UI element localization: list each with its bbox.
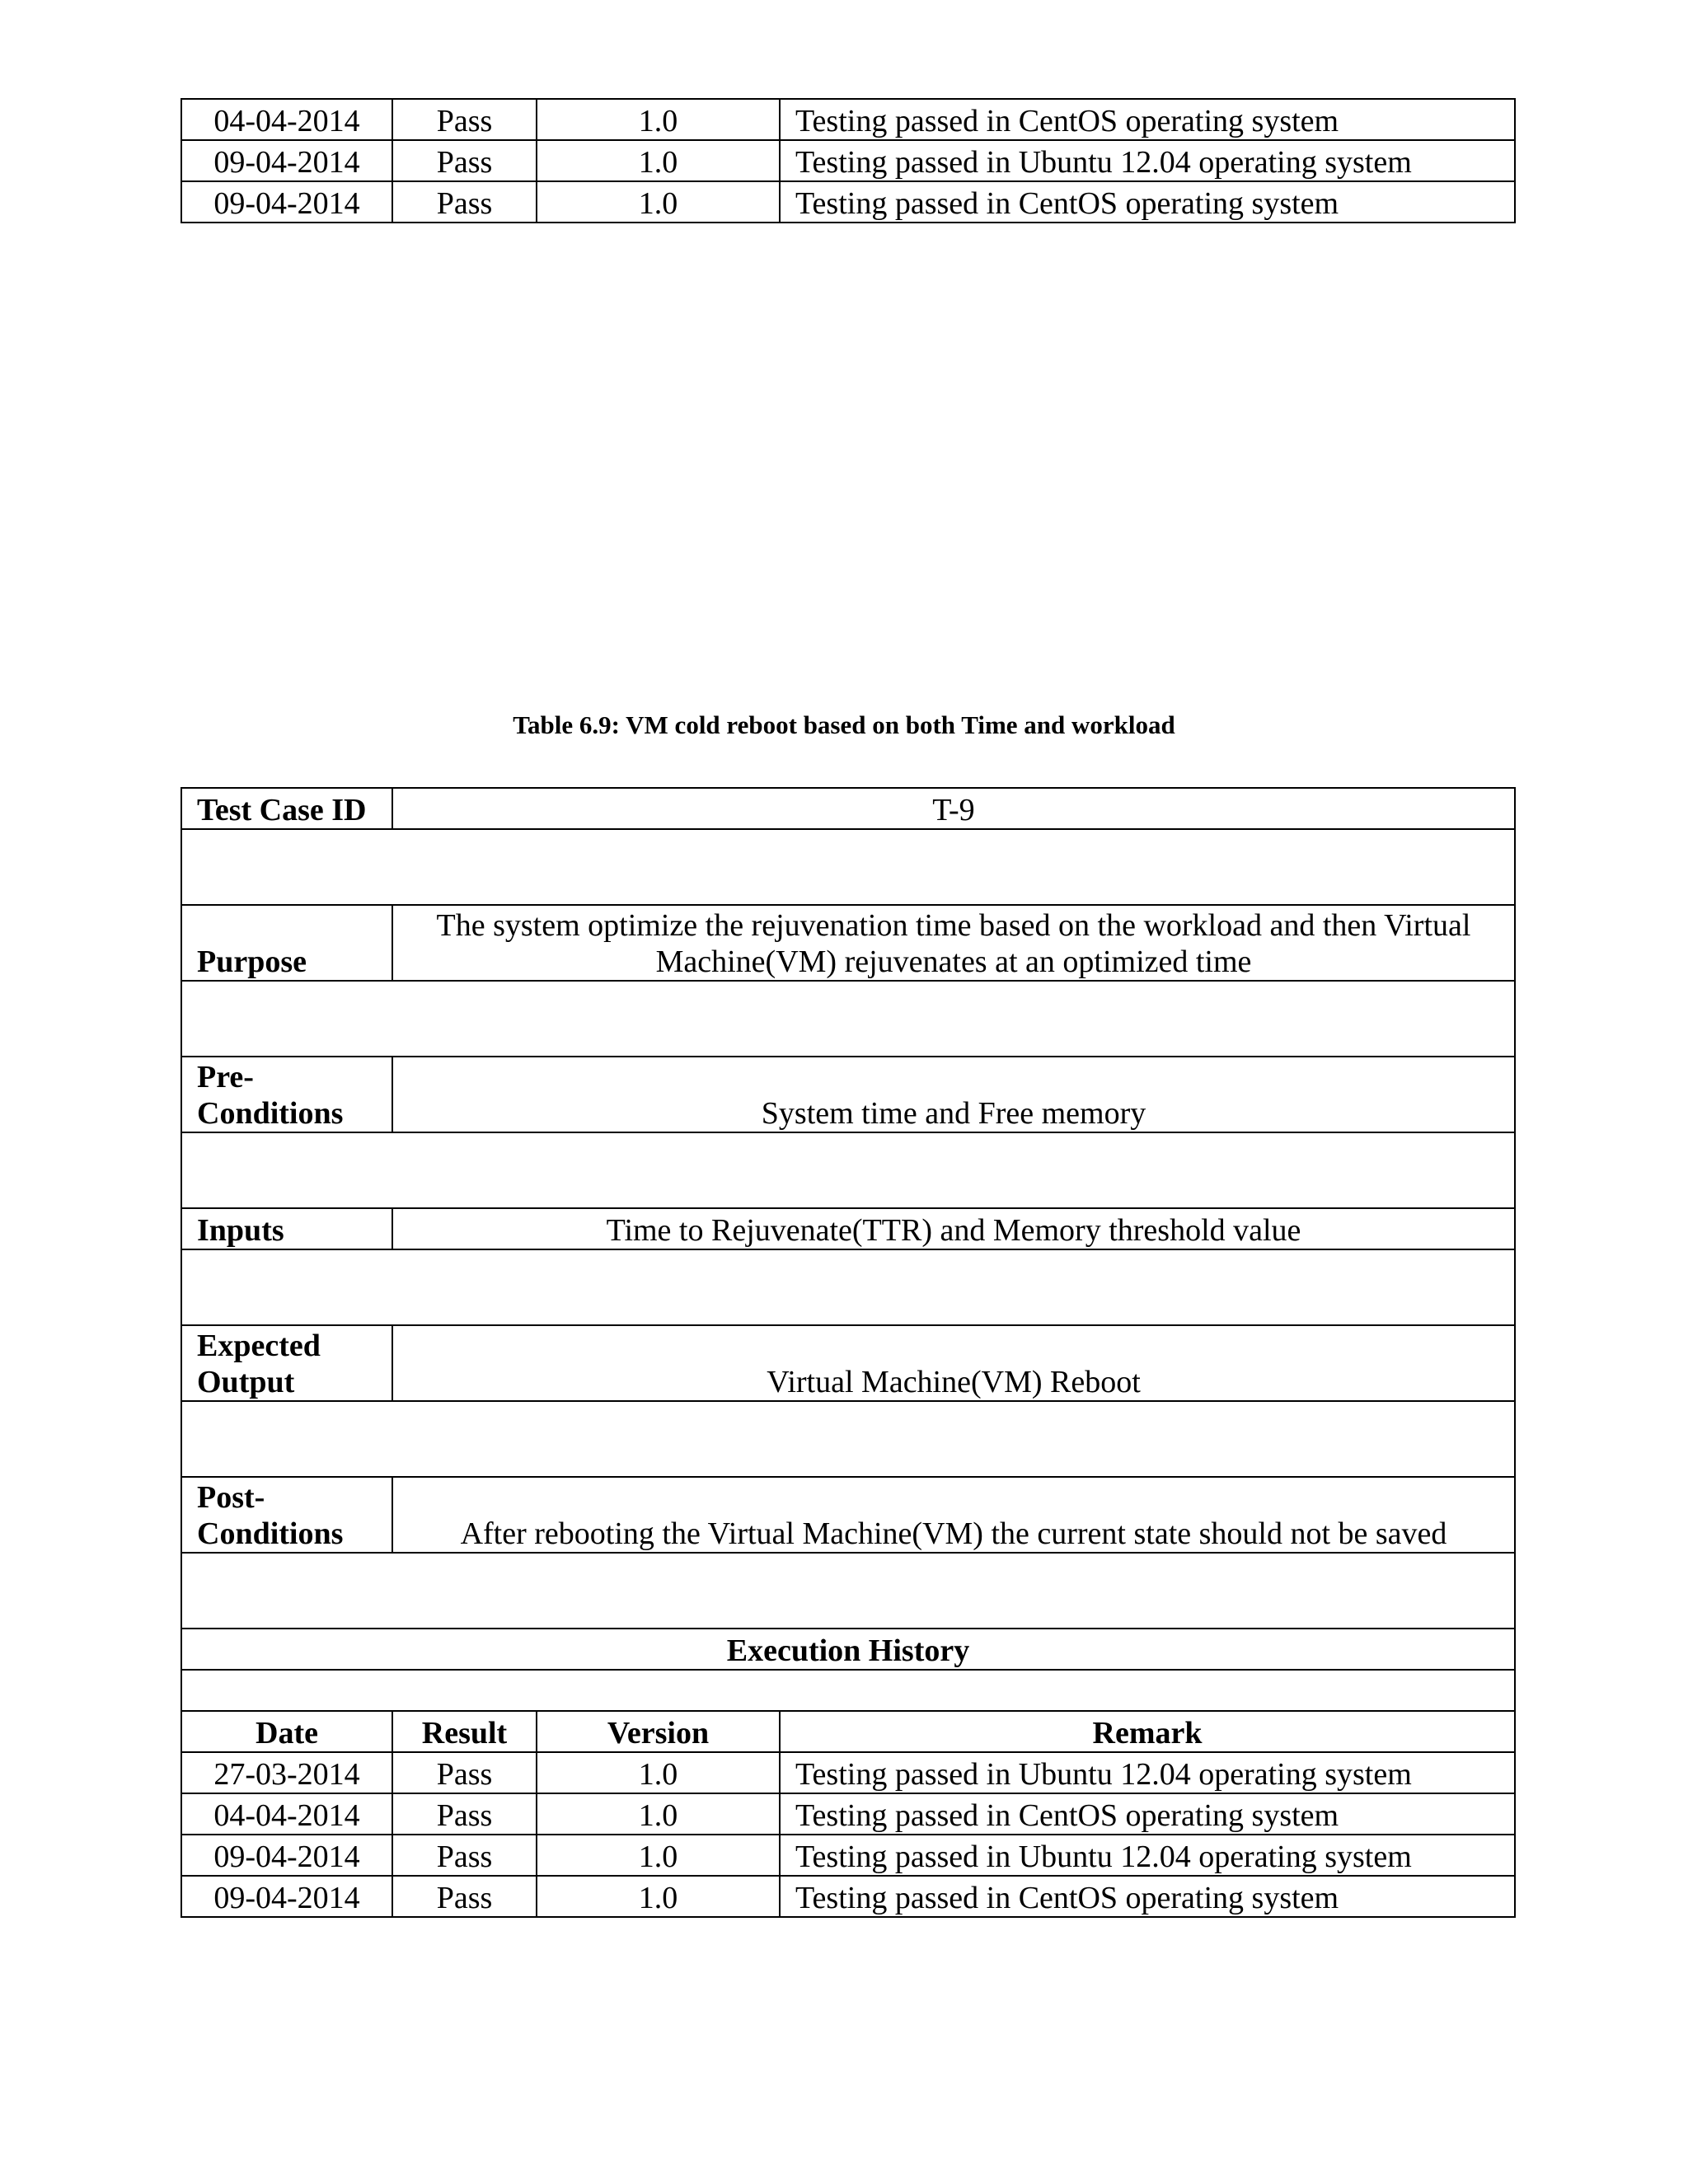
purpose-value: The system optimize the rejuvenation time based on the workload and then Virtual Machine(VM) rejuvenates at an optimized time	[392, 905, 1515, 981]
history-version: 1.0	[537, 140, 780, 181]
history-remark: Testing passed in Ubuntu 12.04 operating system	[780, 1752, 1515, 1793]
table-row	[181, 1629, 1515, 1670]
history-date: 09-04-2014	[181, 1876, 392, 1917]
purpose-label: Purpose	[181, 905, 392, 981]
table-row	[181, 1752, 1515, 1793]
table-row	[181, 1835, 1515, 1876]
inputs-value: Time to Rejuvenate(TTR) and Memory threshold value	[392, 1208, 1515, 1249]
spacer-row	[181, 1249, 1515, 1325]
history-remark: Testing passed in Ubuntu 12.04 operating system	[780, 1835, 1515, 1876]
history-remark: Testing passed in CentOS operating system	[780, 181, 1515, 223]
history-remark: Testing passed in CentOS operating system	[780, 1793, 1515, 1835]
history-result: Pass	[392, 1752, 537, 1793]
continued-history-table	[181, 98, 1516, 223]
header-version: Version	[537, 1711, 780, 1752]
table-row	[181, 1876, 1515, 1917]
preconditions-label-line-2: Conditions	[197, 1096, 344, 1131]
spacer-row	[181, 981, 1515, 1057]
history-version: 1.0	[537, 1793, 780, 1835]
history-date: 09-04-2014	[181, 181, 392, 223]
inputs-label: Inputs	[181, 1208, 392, 1249]
table-row	[181, 1793, 1515, 1835]
spacer-row	[181, 1132, 1515, 1208]
history-version: 1.0	[537, 1835, 780, 1876]
history-remark: Testing passed in CentOS operating system	[780, 1876, 1515, 1917]
preconditions-label-line-1: Pre-	[197, 1060, 254, 1094]
header-result: Result	[392, 1711, 537, 1752]
preconditions-value: System time and Free memory	[392, 1057, 1515, 1132]
preconditions-label	[181, 1057, 392, 1132]
history-result: Pass	[392, 140, 537, 181]
header-remark: Remark	[780, 1711, 1515, 1752]
history-date: 04-04-2014	[181, 1793, 392, 1835]
history-header-row	[181, 1711, 1515, 1752]
history-version: 1.0	[537, 99, 780, 140]
history-version: 1.0	[537, 1752, 780, 1793]
postconditions-label-line-1: Post-	[197, 1480, 265, 1515]
postconditions-value: After rebooting the Virtual Machine(VM) the current state should not be saved	[392, 1477, 1515, 1553]
spacer-row	[181, 829, 1515, 905]
history-date: 09-04-2014	[181, 1835, 392, 1876]
expected-output-label-line-1: Expected	[197, 1329, 321, 1363]
history-date: 09-04-2014	[181, 140, 392, 181]
table-row	[181, 181, 1515, 223]
history-version: 1.0	[537, 1876, 780, 1917]
spacer-row	[181, 1670, 1515, 1711]
table-row	[181, 99, 1515, 140]
history-version: 1.0	[537, 181, 780, 223]
test-case-table	[181, 787, 1516, 1918]
history-date: 04-04-2014	[181, 99, 392, 140]
table-row	[181, 1208, 1515, 1249]
table-row	[181, 1057, 1515, 1132]
execution-history-title: Execution History	[181, 1629, 1515, 1670]
history-result: Pass	[392, 1793, 537, 1835]
spacer-row	[181, 1553, 1515, 1629]
expected-output-label-line-2: Output	[197, 1365, 295, 1399]
history-result: Pass	[392, 1835, 537, 1876]
history-date: 27-03-2014	[181, 1752, 392, 1793]
postconditions-label	[181, 1477, 392, 1553]
table-row	[181, 905, 1515, 981]
header-date: Date	[181, 1711, 392, 1752]
table-row	[181, 140, 1515, 181]
table-caption: Table 6.9: VM cold reboot based on both Time and workload	[513, 710, 1175, 739]
postconditions-label-line-2: Conditions	[197, 1516, 344, 1551]
table-row	[181, 1325, 1515, 1401]
expected-output-label	[181, 1325, 392, 1401]
history-result: Pass	[392, 181, 537, 223]
history-result: Pass	[392, 1876, 537, 1917]
expected-output-value: Virtual Machine(VM) Reboot	[392, 1325, 1515, 1401]
history-result: Pass	[392, 99, 537, 140]
table-row	[181, 1477, 1515, 1553]
history-remark: Testing passed in Ubuntu 12.04 operating system	[780, 140, 1515, 181]
history-remark: Testing passed in CentOS operating system	[780, 99, 1515, 140]
test-case-id-value: T-9	[392, 788, 1515, 829]
spacer-row	[181, 1401, 1515, 1477]
test-case-id-label: Test Case ID	[181, 788, 392, 829]
table-row	[181, 788, 1515, 829]
